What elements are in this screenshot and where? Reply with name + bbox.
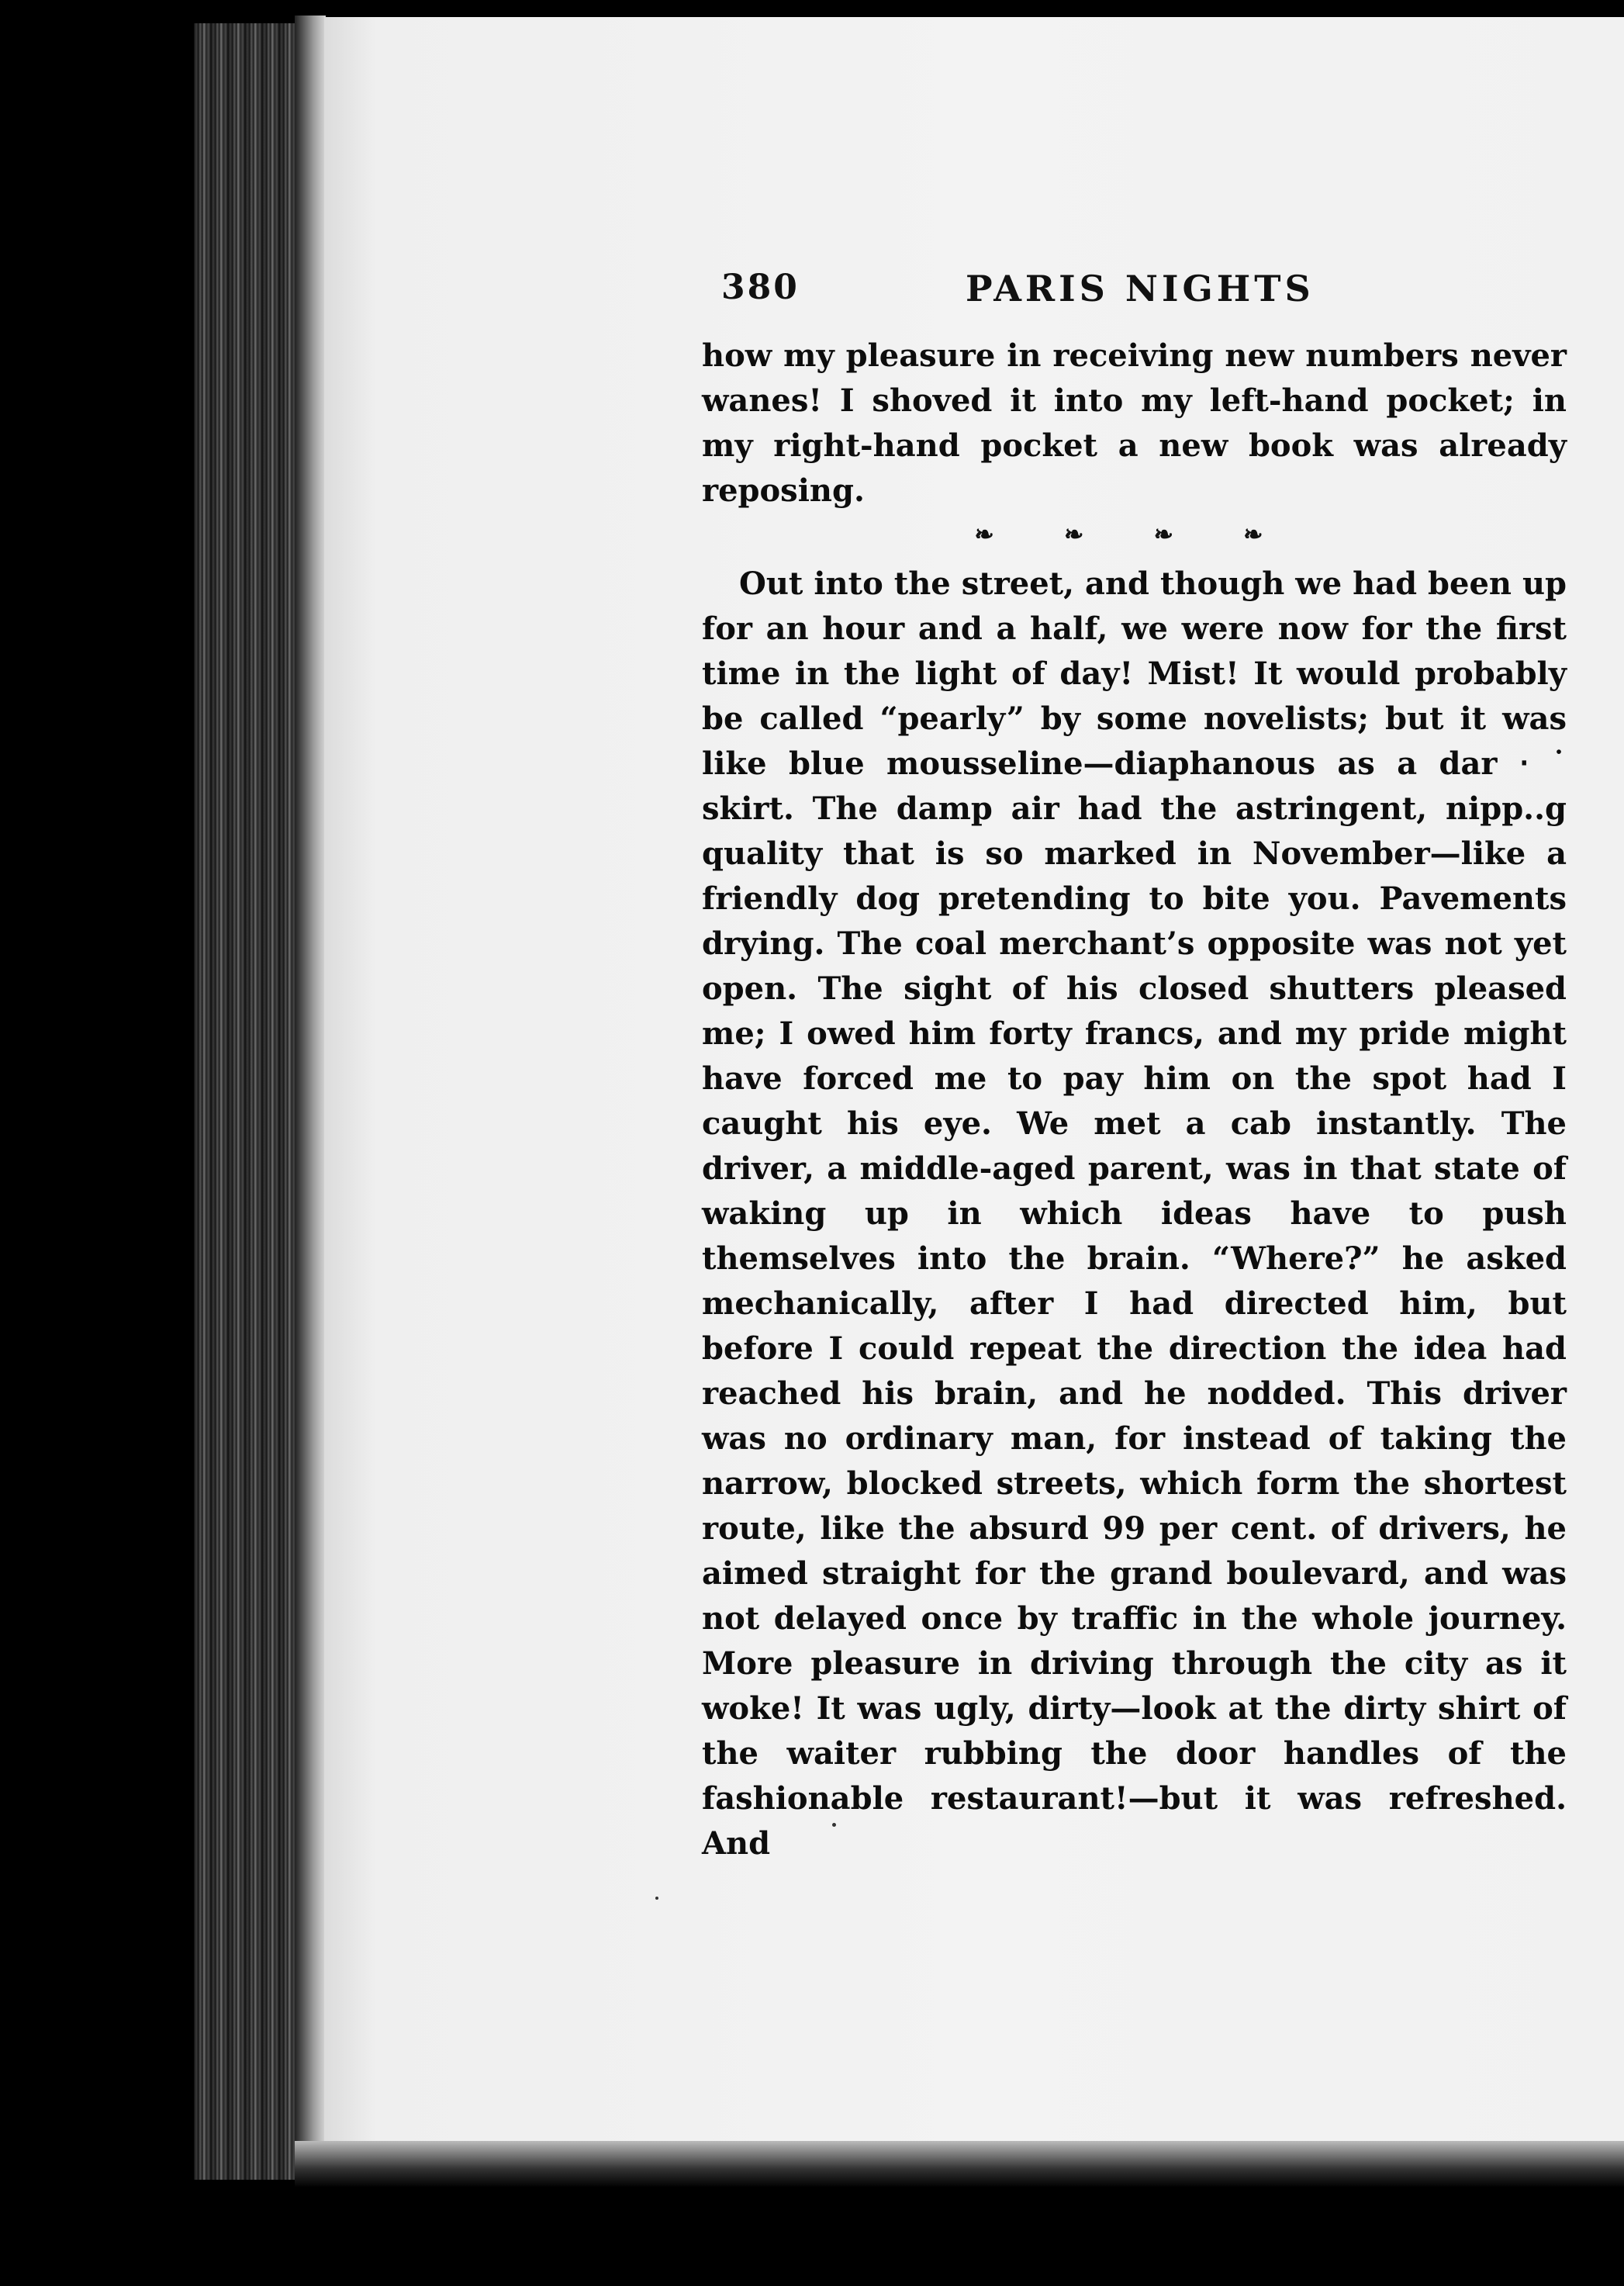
paragraph-2: Out into the street, and though we had been up for an hour and a half, we were now for the first time in the light of day! Mist! It would probably be called “pearly” by some novelists; but it was like blue mousseline—diaphanous as a dar ‧ ˙ skirt. The damp air had the astringent, nipp..g quality that is so marked in November—like a friendly dog pretending to bite you. Pavements drying. The coal merchant’s opposite was not yet open. The sight of his closed shutters pleased me; I owed him forty francs, and my pride might have forced me to pay him on the spot had I caught his eye. We met a cab instantly. The driver, a middle-aged parent, was in that state of waking up in which ideas have to push themselves into the brain. “Where?” he asked mechanically, after I had directed him, but before I could repeat the direction the idea had reached his brain, and he nodded. This driver was no ordinary man, for instead of taking the narrow, blocked streets, which form the shortest route, like the absurd 99 per cent. of drivers, he aimed straight for the grand boulevard, and was not delayed once by traffic in the whole journey. More pleasure in driving through the city as it woke! It was ugly, dirty—look at the dirty shirt of the waiter rubbing the door handles of the fashionable restaurant!—but it was refreshed. And — [702, 565, 1567, 1862]
page-bottom-shadow — [295, 2141, 1624, 2187]
paragraph-1: how my pleasure in receiving new numbers never wanes! I shoved it into my left-hand pocket; in my right-hand pocket a new book was already reposing. — [702, 337, 1567, 509]
page-header — [721, 268, 1621, 322]
body-text — [702, 334, 1567, 1866]
paper-speck — [832, 1823, 836, 1827]
paper-speck — [655, 1897, 658, 1900]
running-title: PARIS NIGHTS — [966, 268, 1315, 310]
page-number: 380 — [721, 268, 800, 307]
page-gutter — [295, 16, 326, 2187]
section-break-ornament: ❧ ❧ ❧ ❧ — [974, 521, 1294, 548]
